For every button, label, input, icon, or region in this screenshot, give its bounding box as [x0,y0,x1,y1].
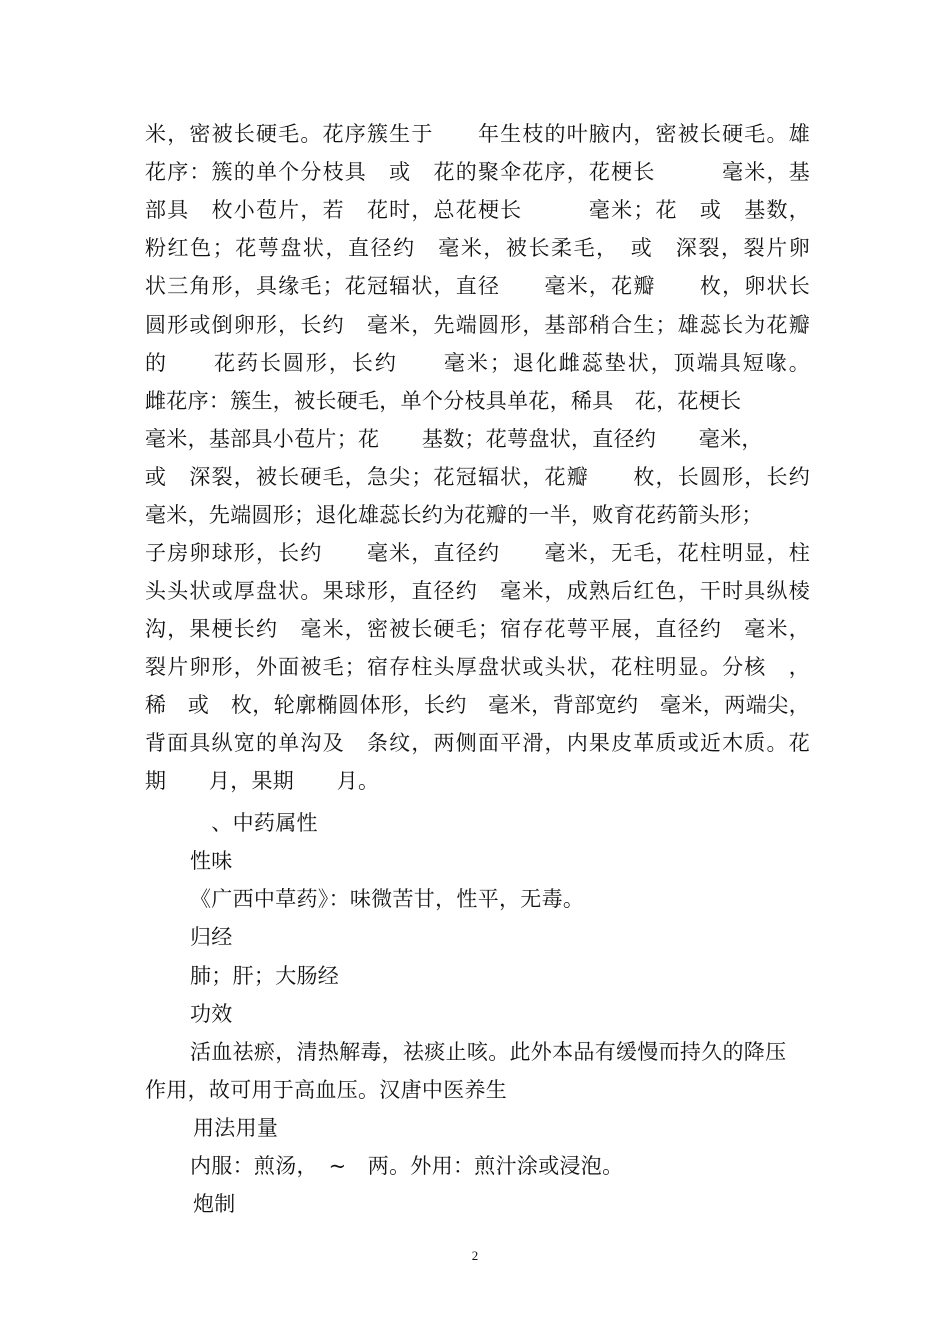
properties-label: 性味 [190,849,233,873]
page-number: 2 [471,1248,479,1263]
body-line: 雌花序：簇生，被长硬毛，单个分枝具单花，稀具 花，花梗长 [145,389,742,413]
body-line: 或 深裂，被长硬毛，急尖；花冠辐状，花瓣 枚，长圆形，长约 [145,465,810,489]
meridian-label: 归经 [190,925,233,949]
body-line: 圆形或倒卵形，长约 毫米，先端圆形，基部稍合生；雄蕊长为花瓣 [145,313,810,337]
body-line: 毫米，先端圆形；退化雄蕊长约为花瓣的一半，败育花药箭头形； [145,503,763,527]
body-line: 裂片卵形，外面被毛；宿存柱头厚盘状或头状，花柱明显。分核 ， [145,655,810,679]
body-line: 状三角形，具缘毛；花冠辐状，直径 毫米，花瓣 枚，卵状长 [145,274,810,298]
efficacy-text: 活血祛瘀，清热解毒，祛痰止咳。此外本品有缓慢而持久的降压 [190,1040,787,1064]
body-line: 背面具纵宽的单沟及 条纹，两侧面平滑，内果皮革质或近木质。花 [145,731,810,755]
body-line: 稀 或 枚，轮廓椭圆体形，长约 毫米，背部宽约 毫米，两端尖， [145,693,810,717]
body-line: 的 花药长圆形，长约 毫米；退化雌蕊垫状，顶端具短喙。 [145,351,810,375]
body-line: 毫米，基部具小苞片；花 基数；花萼盘状，直径约 毫米， [145,427,763,451]
properties-text: 《广西中草药》：味微苦甘，性平，无毒。 [190,887,585,911]
body-line: 期 月，果期 月。 [145,769,380,793]
efficacy-text-continued: 作用，故可用于高血压。汉唐中医养生 [145,1078,508,1102]
body-line: 粉红色；花萼盘状，直径约 毫米，被长柔毛， 或 深裂，裂片卵 [145,236,810,260]
body-line: 子房卵球形，长约 毫米，直径约 毫米，无毛，花柱明显，柱 [145,541,810,565]
body-line: 部具 枚小苞片，若 花时，总花梗长 毫米；花 或 基数， [145,198,810,222]
meridian-text: 肺；肝；大肠经 [190,964,340,988]
dosage-label: 用法用量 [193,1116,279,1140]
dosage-text: 内服：煎汤， ~ 两。外用：煎汁涂或浸泡。 [190,1154,624,1178]
efficacy-label: 功效 [190,1002,233,1026]
section-heading: 、中药属性 [190,811,318,835]
body-line: 头头状或厚盘状。果球形，直径约 毫米，成熟后红色，干时具纵棱 [145,579,810,603]
body-line: 米，密被长硬毛。花序簇生于 年生枝的叶腋内，密被长硬毛。雄 [145,122,810,146]
processing-label: 炮制 [193,1192,236,1216]
body-line: 沟，果梗长约 毫米，密被长硬毛；宿存花萼平展，直径约 毫米， [145,617,810,641]
body-line: 花序：簇的单个分枝具 或 花的聚伞花序，花梗长 毫米，基 [145,160,810,184]
